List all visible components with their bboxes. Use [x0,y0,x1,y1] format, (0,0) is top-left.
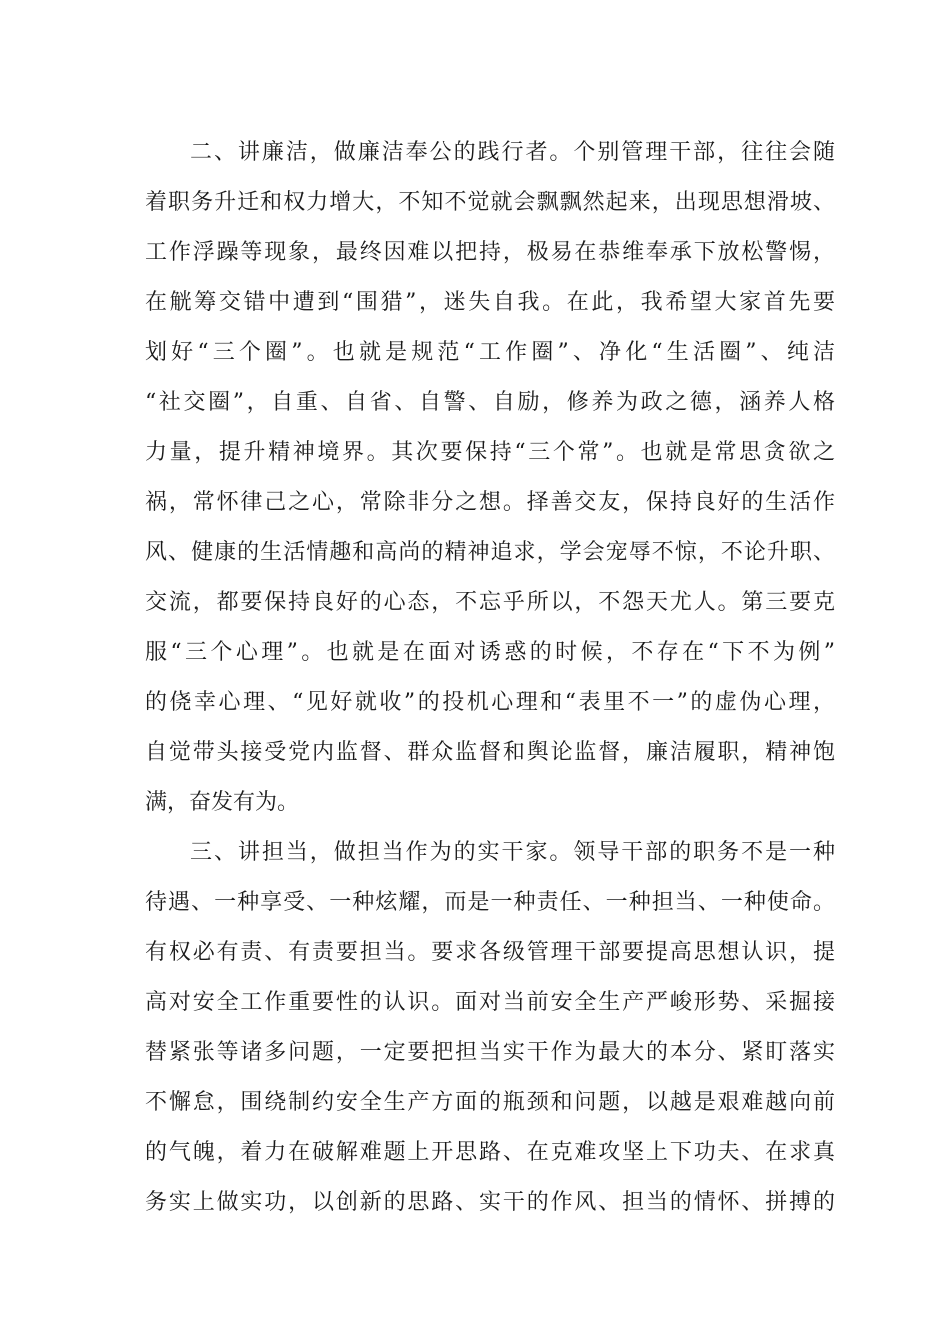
paragraph-1-line-9: 风、健康的生活情趣和高尚的精神追求，学会宠辱不惊，不论升职、 [145,540,835,565]
paragraph-2-line-5: 替紧张等诸多问题，一定要把担当实干作为最大的本分、紧盯落实 [145,1040,835,1065]
paragraph-1-line-5: 划好“三个圈”。也就是规范“工作圈”、净化“生活圈”、纯洁 [145,340,835,365]
paragraph-2-line-2: 待遇、一种享受、一种炫耀，而是一种责任、一种担当、一种使命。 [145,890,835,915]
paragraph-2-line-1: 三、讲担当，做担当作为的实干家。领导干部的职务不是一种 [190,840,835,865]
paragraph-2-line-3: 有权必有责、有责要担当。要求各级管理干部要提高思想认识，提 [145,940,835,965]
paragraph-2-line-4: 高对安全工作重要性的认识。面对当前安全生产严峻形势、采掘接 [145,990,835,1015]
paragraph-2-line-6: 不懈怠，围绕制约安全生产方面的瓶颈和问题，以越是艰难越向前 [145,1090,835,1115]
paragraph-1-line-2: 着职务升迁和权力增大，不知不觉就会飘飘然起来，出现思想滑坡、 [145,190,835,215]
paragraph-1-line-13: 自觉带头接受党内监督、群众监督和舆论监督，廉洁履职，精神饱 [145,740,835,765]
paragraph-2-line-7: 的气魄，着力在破解难题上开思路、在克难攻坚上下功夫、在求真 [145,1140,835,1165]
paragraph-1-line-14: 满，奋发有为。 [145,790,300,815]
paragraph-1-line-8: 祸，常怀律己之心，常除非分之想。择善交友，保持良好的生活作 [145,490,835,515]
paragraph-2-line-8: 务实上做实功，以创新的思路、实干的作风、担当的情怀、拼搏的 [145,1190,835,1215]
paragraph-1-line-12: 的侥幸心理、“见好就收”的投机心理和“表里不一”的虚伪心理， [145,690,835,715]
paragraph-1-line-4: 在觥筹交错中遭到“围猎”，迷失自我。在此，我希望大家首先要 [145,290,835,315]
paragraph-1-line-10: 交流，都要保持良好的心态，不忘乎所以，不怨天尤人。第三要克 [145,590,835,615]
paragraph-1-line-11: 服“三个心理”。也就是在面对诱惑的时候，不存在“下不为例” [145,640,835,665]
paragraph-1-line-1: 二、讲廉洁，做廉洁奉公的践行者。个别管理干部，往往会随 [190,140,835,165]
paragraph-1-line-6: “社交圈”，自重、自省、自警、自励，修养为政之德，涵养人格 [145,390,835,415]
paragraph-1-line-3: 工作浮躁等现象，最终因难以把持，极易在恭维奉承下放松警惕， [145,240,835,265]
paragraph-1-line-7: 力量，提升精神境界。其次要保持“三个常”。也就是常思贪欲之 [145,440,835,465]
